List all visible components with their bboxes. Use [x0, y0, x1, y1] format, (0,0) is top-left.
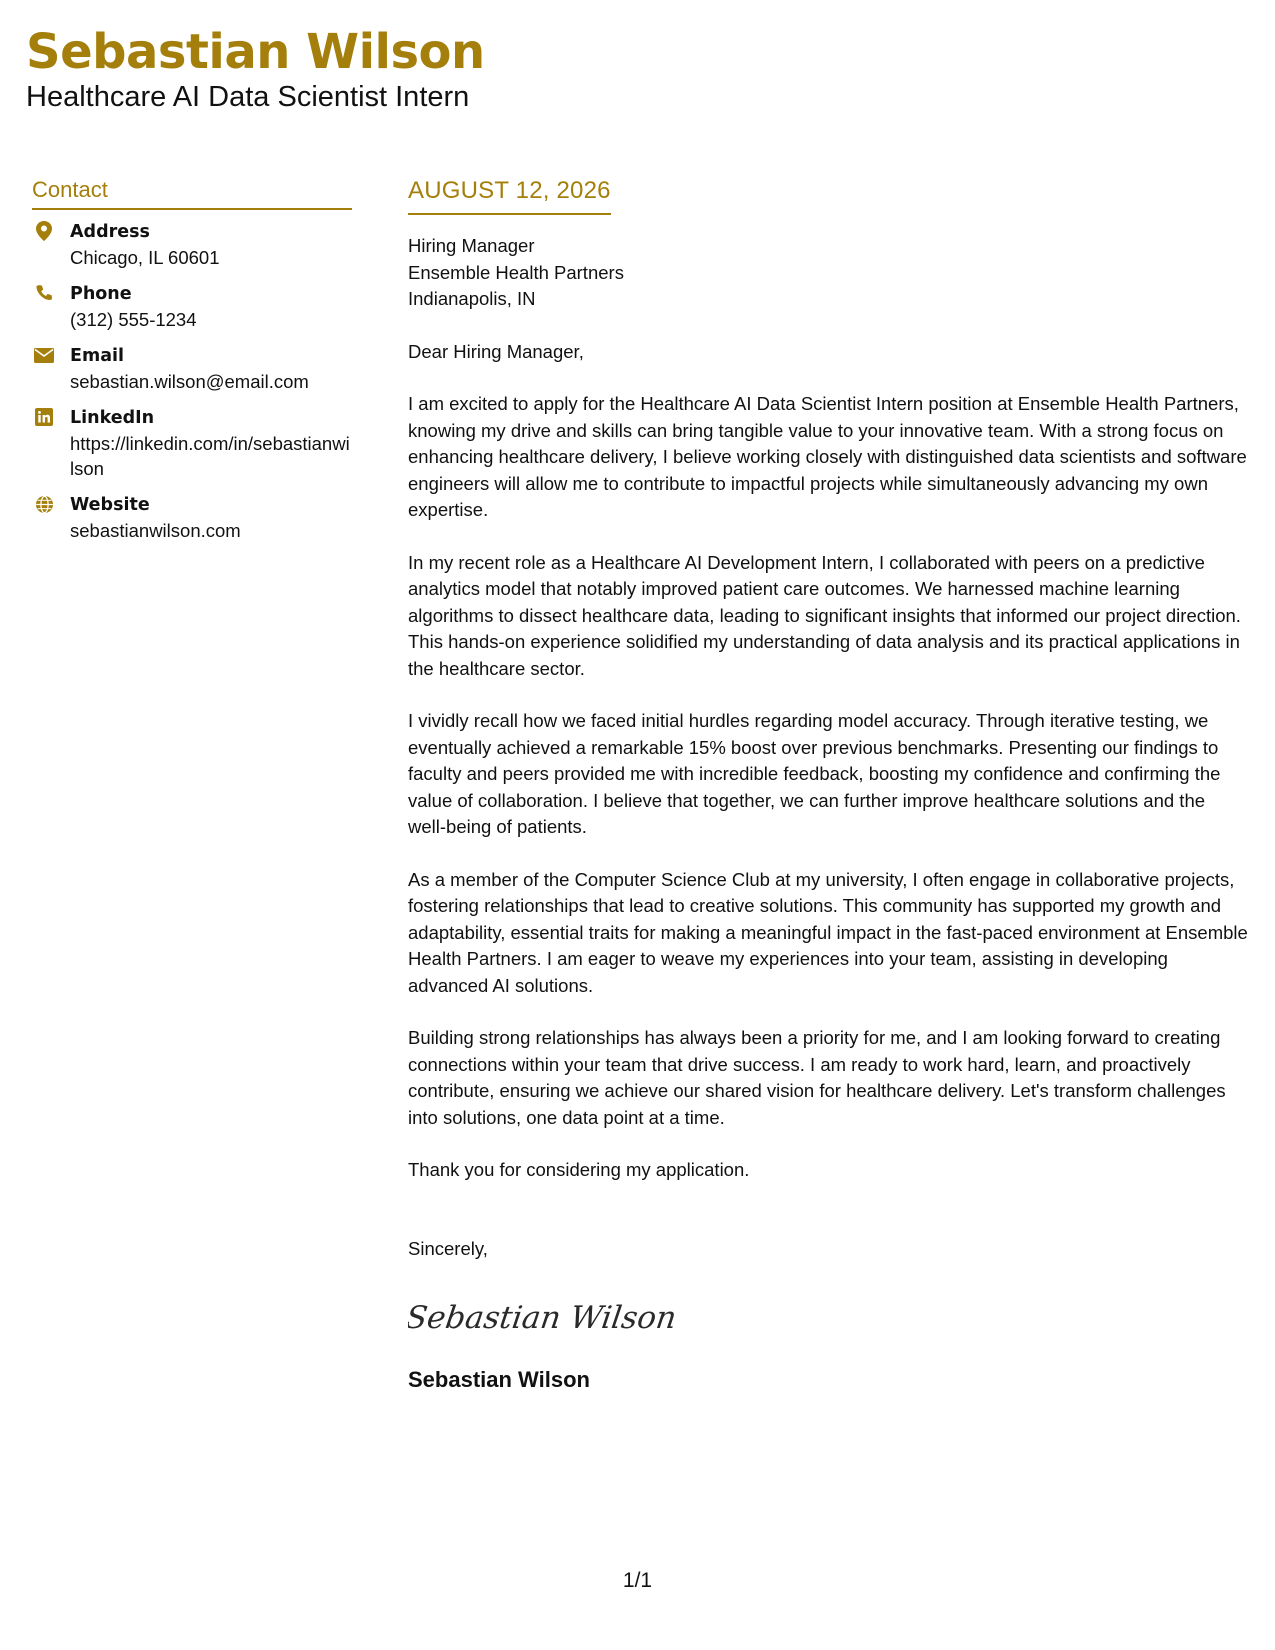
recipient-line: Hiring Manager — [408, 235, 535, 256]
recipient-line: Indianapolis, IN — [408, 288, 536, 309]
letter-paragraph: As a member of the Computer Science Club at my university, I often engage in collaborative projects, fostering relationships that lead to creative solutions. This community has supported my growth and adaptability, essential traits for making a meaningful impact in the fast-paced environment at Ensemble Health Partners. I am eager to weave my experiences into your team, assisting in developing advanced AI solutions. — [408, 868, 1248, 996]
letter-body — [408, 176, 1248, 1394]
contact-item-website — [32, 493, 352, 543]
contact-label: Website — [70, 495, 150, 515]
letter-paragraph: I am excited to apply for the Healthcare AI Data Scientist Intern position at Ensemble Health Partners, knowing my drive and skills can bring tangible value to your innovative team. With a strong focus on enhancing healthcare delivery, I believe working closely with distinguished data scientists and software engineers will allow me to contribute to impactful projects while simultaneously advancing my own expertise. — [408, 393, 1247, 520]
recipient-line: Ensemble Health Partners — [408, 261, 624, 283]
signed-name: Sebastian Wilson — [408, 1367, 590, 1392]
closing: Sincerely, — [408, 1237, 488, 1259]
letter-paragraph: In my recent role as a Healthcare AI Development Intern, I collaborated with peers on a predictive analytics model that notably improved patient care outcomes. We harnessed machine learning algorithms to dissect healthcare data, leading to significant insights that informed our project direction. This hands-on experience solidified my understanding of data analysis and its practical applications in the healthcare sector. — [408, 551, 1241, 679]
phone-icon — [34, 283, 54, 303]
letter-date: AUGUST 12, 2026 — [408, 176, 611, 215]
page-number: 1/1 — [622, 1569, 653, 1592]
contact-label: Address — [70, 222, 150, 242]
contact-item-linkedin — [32, 406, 352, 481]
linkedin-icon — [34, 407, 54, 427]
contact-label: Email — [70, 346, 124, 366]
contact-value: Chicago, IL 60601 — [70, 247, 220, 268]
recipient-block — [408, 233, 1248, 313]
contact-item-phone — [32, 282, 352, 332]
contact-label: LinkedIn — [70, 408, 155, 428]
job-title: Healthcare AI Data Scientist Intern — [26, 81, 470, 113]
linkedin-url[interactable]: https://linkedin.com/in/sebastianwilson — [70, 433, 350, 479]
letter-paragraph: I vividly recall how we faced initial hurdles regarding model accuracy. Through iterative testing, we eventually achieved a remarkable 15% boost over previous benchmarks. Presenting our findings to faculty and peers provided me with incredible feedback, boosting my confidence and confirming the value of collaboration. I believe that together, we can further improve healthcare solutions and the well-being of patients. — [408, 710, 1221, 837]
website-url[interactable]: sebastianwilson.com — [70, 520, 241, 541]
letter-paragraph: Thank you for considering my application. — [408, 1159, 750, 1180]
letter-paragraph: Building strong relationships has always been a priority for me, and I am looking forward to creating connections within your team that drive success. I am ready to work hard, learn, and proactively contribute, ensuring we achieve our shared vision for healthcare delivery. Let's transform challenges into solutions, one data point at a time. — [408, 1027, 1226, 1128]
contact-value: sebastian.wilson@email.com — [70, 371, 309, 392]
handwritten-signature — [408, 1290, 678, 1346]
signature-text: Sebastian Wilson — [408, 1300, 678, 1336]
salutation: Dear Hiring Manager, — [408, 340, 584, 362]
globe-icon — [34, 494, 54, 514]
contact-item-address — [32, 220, 352, 270]
contact-label: Phone — [70, 284, 132, 304]
contact-item-email — [32, 344, 352, 394]
applicant-name: Sebastian Wilson — [26, 24, 485, 80]
header — [26, 22, 485, 114]
contact-heading: Contact — [32, 176, 352, 210]
envelope-icon — [34, 345, 54, 365]
contact-sidebar — [32, 176, 352, 555]
contact-value: (312) 555-1234 — [70, 309, 197, 330]
map-pin-icon — [34, 221, 54, 241]
